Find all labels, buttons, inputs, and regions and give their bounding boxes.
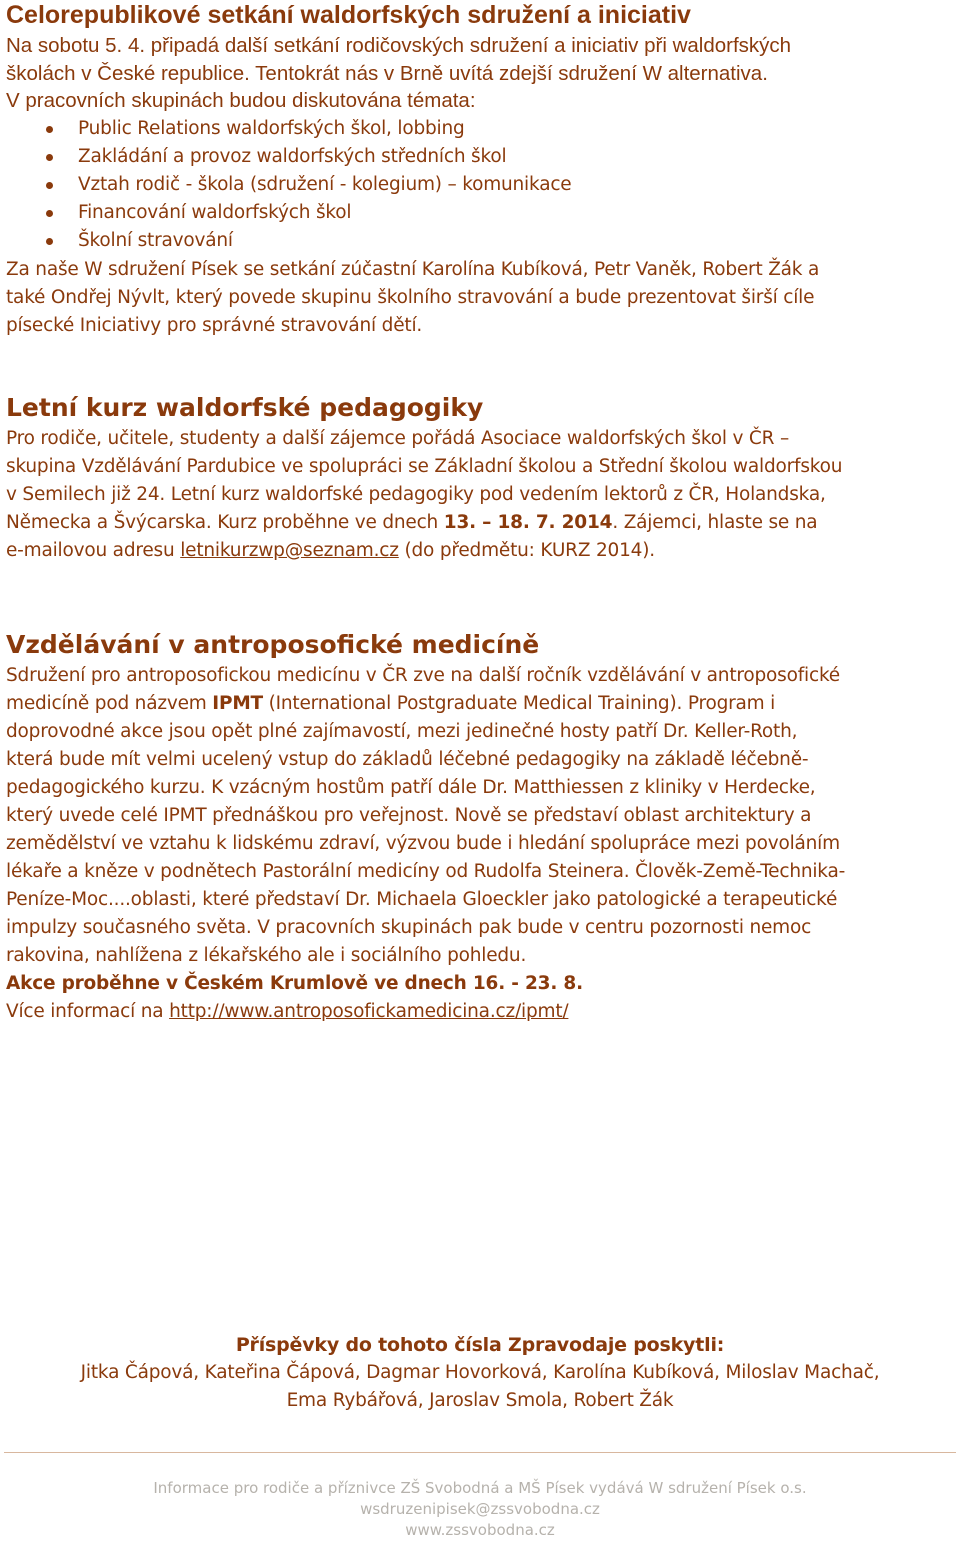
letni-kurz-body <box>6 425 956 565</box>
text-fragment: . Zájemci, hlaste se na <box>612 512 818 533</box>
section-title-letni-kurz: Letní kurz waldorfské pedagogiky <box>6 393 484 422</box>
text-line: skupina Vzdělávání Pardubice ve spolupráci se Základní školou a Střední školou waldorfskou <box>6 456 843 477</box>
list-item <box>0 171 571 199</box>
bullet-icon <box>46 126 53 133</box>
bullet-icon <box>46 154 53 161</box>
text-line: V pracovních skupinách budou diskutována témata: <box>6 89 476 112</box>
text-line <box>6 690 956 718</box>
text-line: Peníze-Moc....oblasti, které představí Dr. Michaela Gloeckler jako patologické a terapeutické <box>6 889 838 910</box>
list-item-text: Vztah rodič - škola (sdružení - kolegium) – komunikace <box>78 174 572 195</box>
antroposoficka-medicina-body <box>6 662 956 1026</box>
list-item <box>0 115 571 143</box>
setkani-outro <box>6 256 956 340</box>
setkani-intro <box>6 32 956 115</box>
text-fragment: e-mailovou adresu <box>6 540 181 561</box>
list-item <box>0 143 571 171</box>
bullet-icon <box>46 182 53 189</box>
text-line: impulzy současného světa. V pracovních skupinách pak bude v centru pozornosti nemoc <box>6 917 812 938</box>
text-line: také Ondřej Nývlt, který povede skupinu školního stravování a bude prezentovat širší cíle <box>6 287 815 308</box>
text-line <box>6 537 956 565</box>
text-line: písecké Iniciativy pro správné stravování dětí. <box>6 315 423 336</box>
text-fragment: Německa a Švýcarska. Kurz proběhne ve dnech <box>6 512 444 533</box>
text-line: Pro rodiče, učitele, studenty a další zájemce pořádá Asociace waldorfských škol v ČR – <box>6 428 789 449</box>
footer-website: www.zssvobodna.cz <box>405 1521 555 1539</box>
text-fragment: (do předmětu: KURZ 2014). <box>398 540 655 561</box>
contributors-names: Ema Rybářová, Jaroslav Smola, Robert Žák <box>286 1390 674 1411</box>
text-line: rakovina, nahlížena z lékařského ale i sociálního pohledu. <box>6 945 527 966</box>
text-line: v Semilech již 24. Letní kurz waldorfské pedagogiky pod vedením lektorů z ČR, Holandska, <box>6 484 826 505</box>
topics-list <box>0 115 571 255</box>
bullet-icon <box>46 238 53 245</box>
list-item-text: Zakládání a provoz waldorfských středních škol <box>78 146 507 167</box>
course-dates: 13. – 18. 7. 2014 <box>443 512 613 533</box>
text-line: doprovodné akce jsou opět plné zajímavostí, mezi jedinečné hosty patří Dr. Keller-Roth, <box>6 721 798 742</box>
text-line: Sdružení pro antroposofickou medicínu v ČR zve na další ročník vzdělávání v antroposofické <box>6 665 840 686</box>
contributors-title: Příspěvky do tohoto čísla Zpravodaje poskytli: <box>235 1334 725 1356</box>
footer-divider <box>4 1452 956 1453</box>
text-line: Za naše W sdružení Písek se setkání zúčastní Karolína Kubíková, Petr Vaněk, Robert Žák a <box>6 259 820 280</box>
text-fragment: Více informací na <box>6 1001 170 1022</box>
footer-email: wsdruzenipisek@zssvobodna.cz <box>360 1500 600 1518</box>
text-line: Na sobotu 5. 4. připadá další setkání rodičovských sdružení a iniciativ při waldorfských <box>6 34 792 57</box>
text-line: školách v České republice. Tentokrát nás v Brně uvítá zdejší sdružení W alternativa. <box>6 61 768 85</box>
text-line: která bude mít velmi ucelený vstup do základů léčebné pedagogiky na základě léčebně- <box>6 749 809 770</box>
event-dates: Akce proběhne v Českém Krumlově ve dnech 16. - 23. 8. <box>6 973 583 994</box>
list-item-text: Financování waldorfských škol <box>78 202 352 223</box>
section-title-setkani: Celorepublikové setkání waldorfských sdružení a iniciativ <box>6 1 691 29</box>
text-fragment: medicíně pod názvem <box>6 693 213 714</box>
text-fragment: (International Postgraduate Medical Training). Program i <box>262 693 776 714</box>
footer-publisher: Informace pro rodiče a příznivce ZŠ Svobodná a MŠ Písek vydává W sdružení Písek o.s. <box>153 1479 807 1497</box>
email-link[interactable]: letnikurzwp@seznam.cz <box>180 540 399 561</box>
text-line <box>6 509 956 537</box>
text-line: pedagogického kurzu. K vzácným hostům patří dále Dr. Matthiessen z kliniky v Herdecke, <box>6 777 816 798</box>
contributors-block <box>0 1331 960 1415</box>
contributors-names: Jitka Čápová, Kateřina Čápová, Dagmar Hovorková, Karolína Kubíková, Miloslav Machač, <box>80 1362 880 1383</box>
section-title-antroposoficka-medicina: Vzdělávání v antroposofické medicíně <box>6 630 540 659</box>
ipmt-acronym: IPMT <box>212 693 263 714</box>
text-line: zemědělství ve vztahu k lidskému zdraví, výzvou bude i hledání spolupráce mezi povoláním <box>6 833 840 854</box>
list-item <box>0 227 571 255</box>
list-item-text: Public Relations waldorfských škol, lobbing <box>78 118 465 139</box>
text-line: lékaře a kněze v podnětech Pastorální medicíny od Rudolfa Steinera. Člověk-Země-Technika- <box>6 861 846 882</box>
ipmt-website-link[interactable]: http://www.antroposofickamedicina.cz/ipmt/ <box>169 1001 569 1022</box>
event-line <box>6 970 956 998</box>
page-footer <box>0 1478 960 1541</box>
list-item-text: Školní stravování <box>78 230 233 251</box>
text-line <box>6 998 956 1026</box>
text-line: který uvede celé IPMT přednáškou pro veřejnost. Nově se představí oblast architektury a <box>6 805 812 826</box>
list-item <box>0 199 571 227</box>
bullet-icon <box>46 210 53 217</box>
